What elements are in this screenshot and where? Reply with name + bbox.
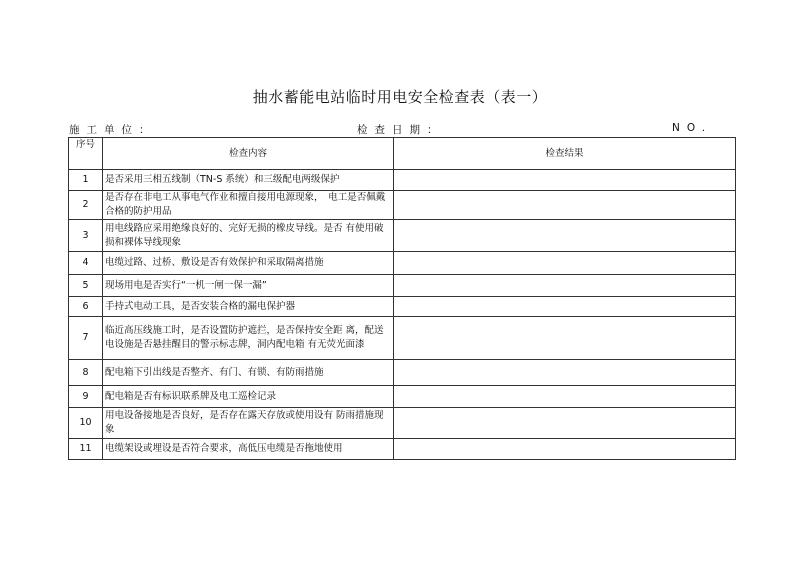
row-check-content-text: 是否采用三相五线制（TN-S 系统）和三级配电两级保护	[105, 174, 340, 185]
construction-unit-label: 施工单位：	[69, 124, 157, 136]
row-serial-no: 6	[69, 297, 103, 317]
row-check-result-cell[interactable]	[394, 439, 736, 460]
inspection-date-label: 检查日期：	[357, 124, 445, 136]
row-check-content	[103, 275, 394, 297]
row-check-result-cell[interactable]	[394, 360, 736, 386]
table-row	[69, 439, 736, 460]
header-serial-no: 序号	[69, 138, 103, 170]
row-check-content-text: 配电箱下引出线是否整齐、有门、有锁、有防雨措施	[105, 366, 324, 378]
table-row	[69, 191, 736, 220]
row-check-content-text: 用电线路应采用绝缘良好的、完好无损的橡皮导线。是否 有使用破损和裸体导线现象	[105, 222, 384, 248]
row-serial-no: 7	[69, 317, 103, 360]
row-serial-no: 8	[69, 360, 103, 386]
row-check-content-text: 现场用电是否实行“一机一闸一保一漏”	[105, 279, 267, 291]
table-row	[69, 297, 736, 317]
table-row	[69, 252, 736, 275]
row-check-result-cell[interactable]	[394, 275, 736, 297]
row-check-content	[103, 252, 394, 275]
row-check-result-cell[interactable]	[394, 408, 736, 439]
row-serial-no: 1	[69, 170, 103, 191]
row-serial-no: 3	[69, 220, 103, 252]
row-check-result-cell[interactable]	[394, 252, 736, 275]
row-check-result-cell[interactable]	[394, 386, 736, 408]
table-row	[69, 275, 736, 297]
document-number-label: NO.	[672, 122, 713, 134]
row-check-content-text: 是否存在非电工从事电气作业和擅自接用电源现象， 电工是否佩戴合格的防护用品	[105, 192, 386, 217]
row-check-content-text: 电缆架设或埋设是否符合要求，高低压电缆是否拖地使用	[105, 443, 343, 454]
row-serial-no: 2	[69, 191, 103, 220]
header-check-result: 检查结果	[394, 138, 736, 170]
page-title: 抽水蓄能电站临时用电安全检查表（表一）	[252, 88, 548, 106]
table-header-row	[69, 138, 736, 170]
row-check-content	[103, 360, 394, 386]
row-check-content	[103, 297, 394, 317]
table-row	[69, 317, 736, 360]
table-row	[69, 360, 736, 386]
row-check-content	[103, 220, 394, 252]
row-check-result-cell[interactable]	[394, 191, 736, 220]
row-serial-no: 4	[69, 252, 103, 275]
table-row	[69, 220, 736, 252]
inspection-table	[68, 137, 736, 460]
row-serial-no: 11	[69, 439, 103, 460]
row-check-content-text: 用电设备接地是否良好，是否存在露天存放或使用设有 防雨措施现象	[105, 410, 384, 435]
row-check-content	[103, 170, 394, 191]
row-check-content	[103, 191, 394, 220]
row-check-result-cell[interactable]	[394, 317, 736, 360]
row-check-content	[103, 408, 394, 439]
row-check-content-text: 配电箱是否有标识联系牌及电工巡检记录	[105, 390, 277, 402]
table-row	[69, 408, 736, 439]
row-check-content	[103, 317, 394, 360]
row-serial-no: 5	[69, 275, 103, 297]
row-check-result-cell[interactable]	[394, 220, 736, 252]
header-check-content: 检查内容	[103, 138, 394, 170]
row-serial-no: 10	[69, 408, 103, 439]
table-row	[69, 170, 736, 191]
row-check-result-cell[interactable]	[394, 297, 736, 317]
table-row	[69, 386, 736, 408]
row-check-content	[103, 439, 394, 460]
row-check-content-text: 手持式电动工具，是否安装合格的漏电保护器	[105, 300, 296, 312]
row-serial-no: 9	[69, 386, 103, 408]
row-check-result-cell[interactable]	[394, 170, 736, 191]
row-check-content-text: 电缆过路、过桥、敷设是否有效保护和采取隔离措施	[105, 257, 324, 268]
row-check-content-text: 临近高压线施工时，是否设置防护遮拦，是否保持安全距 离，配送电设施是否悬挂醒目的警示标志牌，洞内配电箱 有无荧光面漆	[105, 325, 384, 350]
row-check-content	[103, 386, 394, 408]
